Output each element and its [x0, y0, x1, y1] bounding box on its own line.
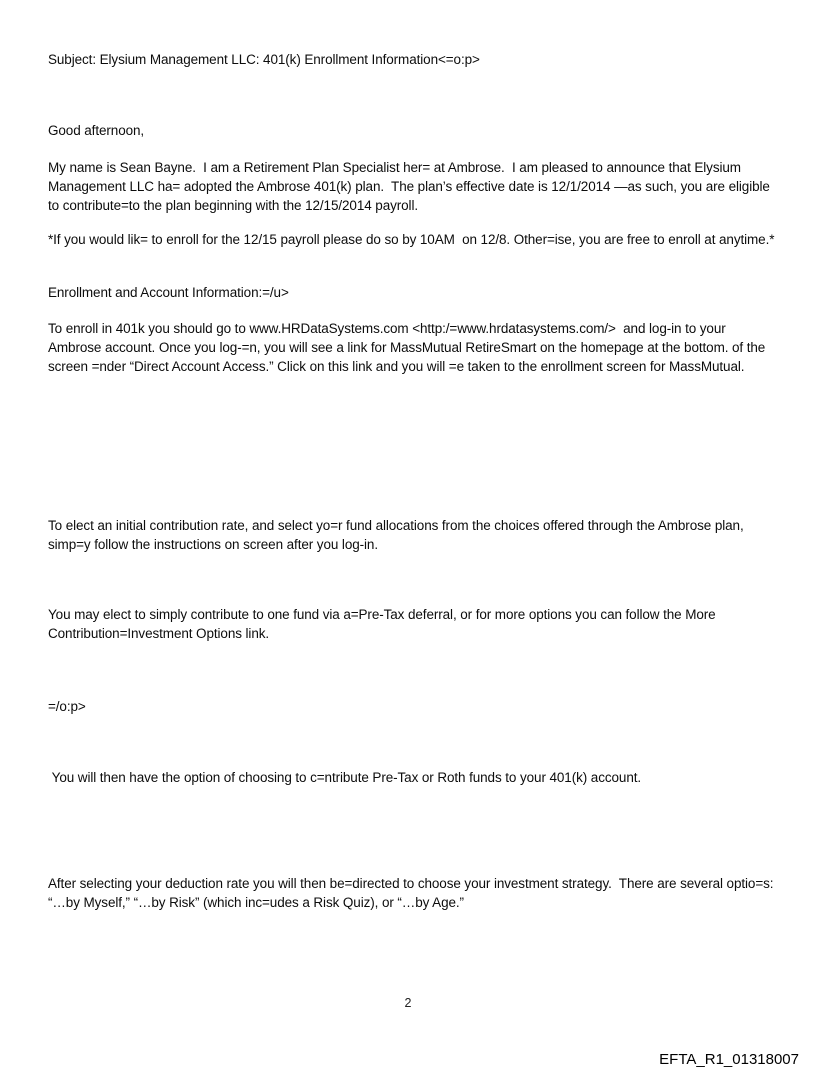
paragraph-how-to-enroll: To enroll in 401k you should go to www.HRDataSystems.com <http:/=www.hrdatasystems.com/> and log-in to your Ambrose account. Once you log-=n, you will see a link for MassMutual RetireSmart on the homepage at the bottom. of the screen =nder “Direct Account Access.” Click on this link and you will =e taken to the enrollment screen for MassMutual. — [48, 321, 769, 374]
paragraph-investment-strategy: After selecting your deduction rate you will then be=directed to choose your investment strategy. There are several optio=s: “…by Myself,” “…by Risk” (which inc=udes a Risk Quiz), or “…by Age.” — [48, 876, 778, 910]
paragraph-contribution-options: You may elect to simply contribute to one fund via a=Pre-Tax deferral, or for more options you can follow the More Contribution=Investment Options link. — [48, 607, 720, 641]
email-subject-line: Subject: Elysium Management LLC: 401(k) Enrollment Information<=o:p> — [48, 52, 480, 67]
page-number: 2 — [404, 996, 412, 1010]
paragraph-introduction: My name is Sean Bayne. I am a Retirement Plan Specialist her= at Ambrose. I am pleased to announce that Elysium Management LLC ha= adopted the Ambrose 401(k) plan. The plan’s effective date is 12/1/2014 —as such, you are eligible to contribute=to the plan beginning with the 12/15/2014 payroll. — [48, 160, 774, 213]
bates-number: EFTA_R1_01318007 — [659, 1051, 799, 1068]
email-greeting: Good afternoon, — [48, 123, 145, 138]
paragraph-artifact-tag: =/o:p> — [48, 699, 86, 714]
paragraph-pretax-or-roth: You will then have the option of choosing to c=ntribute Pre-Tax or Roth funds to your 401(k) account. — [48, 770, 642, 785]
paragraph-elect-contribution-rate: To elect an initial contribution rate, and select yo=r fund allocations from the choices offered through the Ambrose plan, simp=y follow the instructions on screen after you log-in. — [48, 518, 748, 552]
paragraph-enrollment-deadline: *If you would lik= to enroll for the 12/15 payroll please do so by 10AM on 12/8. Other=ise, you are free to enroll at anytime.* — [48, 232, 775, 247]
section-heading-enrollment-account-information: Enrollment and Account Information:=/u> — [48, 285, 289, 300]
